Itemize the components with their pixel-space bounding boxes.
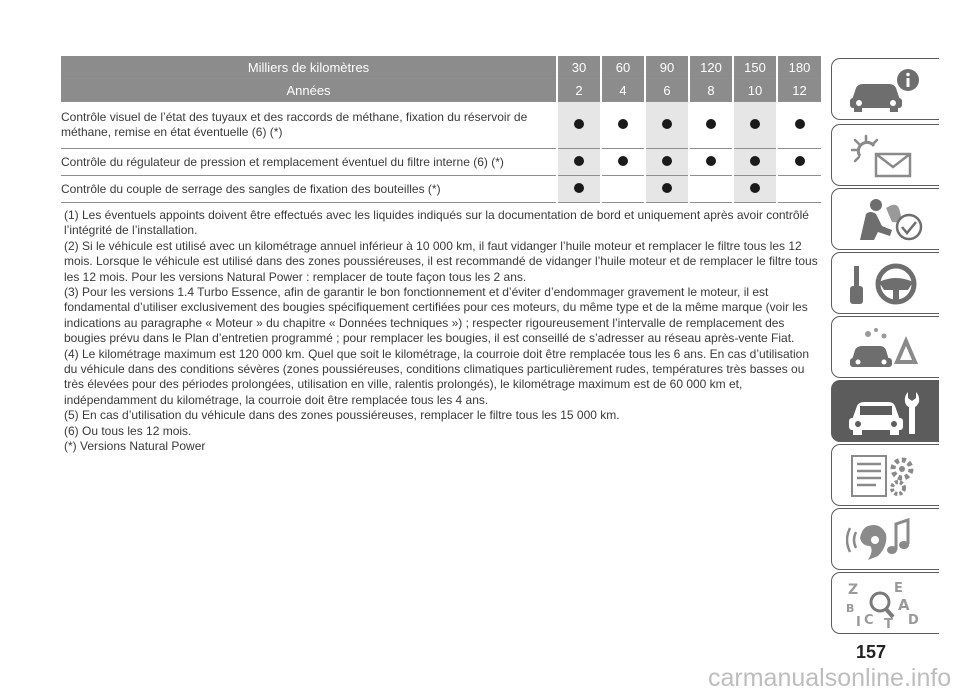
km-value: 180: [777, 56, 821, 79]
maintenance-dot: [750, 183, 760, 193]
index-icon: [846, 580, 926, 628]
maintenance-dot: [662, 183, 672, 193]
km-value: 150: [733, 56, 777, 79]
year-value: 2: [557, 79, 601, 102]
technical-data-icon: [846, 452, 926, 500]
key-steering-wheel-icon: [846, 260, 926, 308]
footnote: (5) En cas d’utilisation du véhicule dans des zones poussiéreuses, remplacer le filtre tous les 15 000 km.: [64, 408, 620, 423]
maintenance-dot: [706, 156, 716, 166]
svg-text:A: A: [898, 596, 910, 614]
svg-text:Z: Z: [848, 582, 859, 598]
footnotes: [64, 208, 824, 455]
maintenance-dot: [795, 156, 805, 166]
maintenance-dot: [574, 156, 584, 166]
tab-emergency[interactable]: [831, 316, 939, 378]
km-header-label: Milliers de kilomètres: [61, 56, 557, 79]
year-value: 10: [733, 79, 777, 102]
svg-text:D: D: [908, 613, 919, 628]
emergency-breakdown-icon: [846, 324, 926, 372]
footnote: (2) Si le véhicule est utilisé avec un kilométrage annuel inférieur à 10 000 km, il faut vidanger l’huile moteur et remplacer le filtre tous les 12 mois. Lorsque le véhicule est utilisé dans des zones poussiéreuses, il est recommandé de vidanger l’huile moteur et de remplacer le filtre tous les 12 mois. Pour les versions Natural Power : remplacer de toute façon tous les 2 ans.: [64, 238, 818, 284]
mark-cell: [777, 102, 821, 149]
footnote: (6) Ou tous les 12 mois.: [64, 423, 192, 438]
mark-cell: [601, 176, 645, 203]
svg-text:B: B: [846, 602, 855, 615]
mark-cell: [601, 149, 645, 176]
maintenance-dot: [618, 119, 628, 129]
mark-cell: [777, 176, 821, 203]
year-value: 6: [645, 79, 689, 102]
maintenance-dot: [662, 119, 672, 129]
svg-text:C: C: [864, 613, 874, 628]
row-label: [61, 102, 557, 149]
maintenance-dot: [706, 119, 716, 129]
mark-cell: [777, 149, 821, 176]
maintenance-table: [61, 56, 821, 203]
maintenance-dot: [662, 156, 672, 166]
svg-text:T: T: [884, 617, 893, 628]
mark-cell: [645, 176, 689, 203]
mark-cell: [645, 149, 689, 176]
km-value: 120: [689, 56, 733, 79]
tab-maintenance[interactable]: [831, 380, 939, 442]
mark-cell: [557, 102, 601, 149]
maintenance-dot: [750, 156, 760, 166]
multimedia-icon: [846, 516, 926, 564]
mark-cell: [689, 149, 733, 176]
km-value: 90: [645, 56, 689, 79]
tab-index[interactable]: [831, 572, 939, 634]
svg-text:E: E: [894, 581, 903, 596]
maintenance-dot: [574, 183, 584, 193]
row-label: Contrôle du régulateur de pression et remplacement éventuel du filtre interne (6) (*): [61, 149, 557, 176]
warning-light-message-icon: [846, 132, 926, 180]
mark-cell: [689, 176, 733, 203]
mark-cell: [733, 149, 777, 176]
page-number: 157: [856, 642, 887, 662]
svg-text:I: I: [856, 615, 861, 628]
row-label-line: Contrôle visuel de l’état des tuyaux et des raccords de méthane, fixation du réservoir de: [61, 110, 528, 124]
footnote: (1) Les éventuels appoints doivent être effectués avec les liquides indiqués sur la documentation de bord et uniquement après avoir contrôlé l’intégrité de l’installation.: [64, 208, 809, 238]
tab-safety[interactable]: [831, 188, 939, 250]
tab-starting-driving[interactable]: [831, 252, 939, 314]
watermark: carmanualsonline.info: [708, 664, 952, 692]
row-label: Contrôle du couple de serrage des sangles de fixation des bouteilles (*): [61, 176, 557, 203]
maintenance-dot: [574, 119, 584, 129]
year-value: 4: [601, 79, 645, 102]
row-label-line: méthane, remise en état éventuelle (6) (*): [61, 125, 283, 139]
year-value: 8: [689, 79, 733, 102]
maintenance-dot: [618, 156, 628, 166]
mark-cell: [733, 176, 777, 203]
tab-warning-lights[interactable]: [831, 124, 939, 186]
mark-cell: [733, 102, 777, 149]
car-info-icon: [846, 66, 926, 114]
km-value: 30: [557, 56, 601, 79]
tab-technical-data[interactable]: [831, 444, 939, 506]
mark-cell: [645, 102, 689, 149]
mark-cell: [689, 102, 733, 149]
tab-car-info[interactable]: [831, 58, 939, 120]
footnote: (4) Le kilométrage maximum est 120 000 km. Quel que soit le kilométrage, la courroie doit être remplacée tous les 6 ans. En cas d’utilisation du véhicule dans des conditions sévères (zones poussiéreuses, conditions climatiques particulièrement rudes, températures très basses ou très élevées pour des périodes prolongées, utilisation en ville, ralentis prolongés), le kilométrage maximum est de 60 000 km et, indépendamment du kilométrage, la courroie doit être remplacée tous les 4 ans.: [64, 346, 810, 407]
table-row: [61, 149, 821, 176]
mark-cell: [557, 149, 601, 176]
table-row: [61, 102, 821, 149]
maintenance-dot: [795, 119, 805, 129]
mark-cell: [601, 102, 645, 149]
mark-cell: [557, 176, 601, 203]
years-header-label: Années: [61, 79, 557, 102]
footnote: (*) Versions Natural Power: [64, 439, 206, 454]
header-row-km: [61, 56, 821, 79]
airbag-seat-icon: [846, 196, 926, 244]
footnote: (3) Pour les versions 1.4 Turbo Essence, afin de garantir le bon fonctionnement et d’éviter d’endommager gravement le moteur, il est fondamental d’utiliser exclusivement des bougies spécifiquement certifiées pour ces moteurs, du même type et de la même marque (voir les indications au paragraphe « Moteur » du chapitre « Données techniques ») ; respecter rigoureusement l’intervalle de remplacement des bougies prévu dans le Plan d’entretien programmé ; pour remplacer les bougies, il est conseillé de s’adresser au réseau après-vente Fiat.: [64, 285, 808, 346]
km-value: 60: [601, 56, 645, 79]
car-maintenance-icon: [846, 388, 926, 436]
year-value: 12: [777, 79, 821, 102]
header-row-years: [61, 79, 821, 102]
tab-multimedia[interactable]: [831, 508, 939, 570]
maintenance-dot: [750, 119, 760, 129]
table-row: [61, 176, 821, 203]
